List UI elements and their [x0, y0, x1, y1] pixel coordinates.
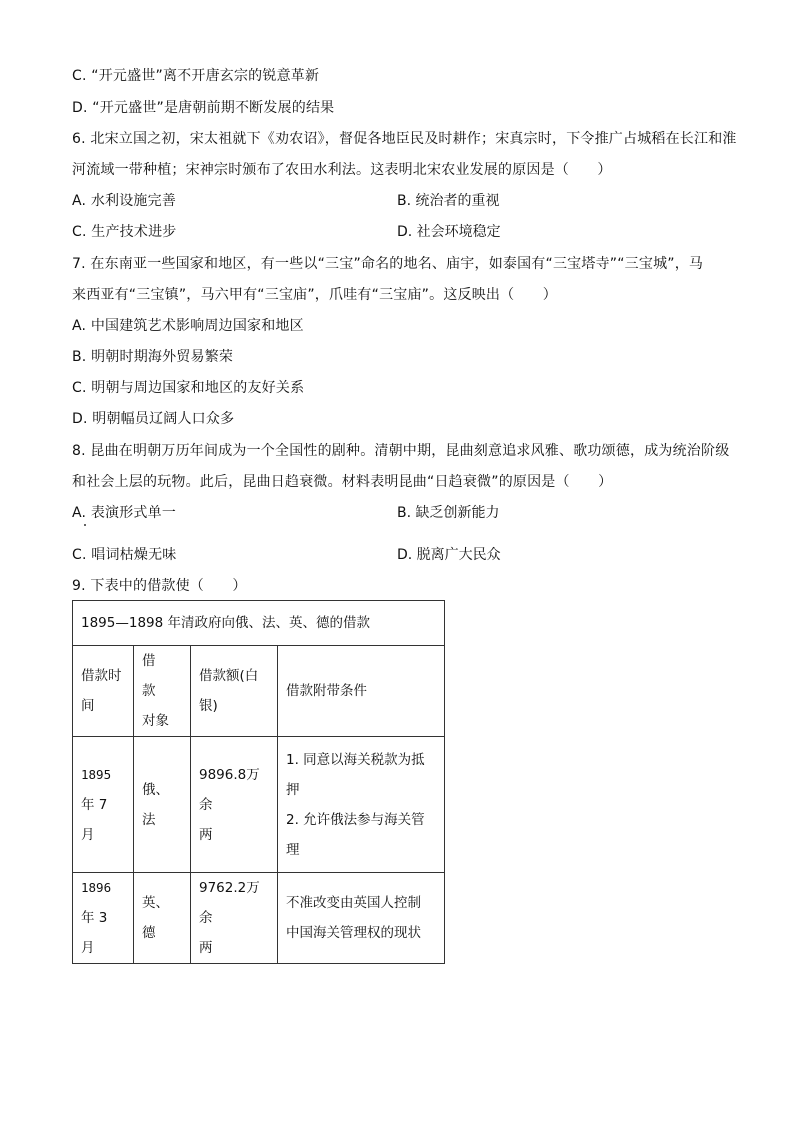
stray-dot [84, 524, 86, 526]
question-7-line-1: 7. 在东南亚一些国家和地区，有一些以“三宝”命名的地名、庙宇，如泰国有“三宝塔寺”“三宝城”，马 [72, 256, 704, 272]
option-c-q8: C. 唱词枯燥无味 [72, 547, 177, 563]
option-a-q7: A. 中国建筑艺术影响周边国家和地区 [72, 318, 304, 334]
question-8-line-2: 和社会上层的玩物。此后，昆曲日趋衰微。材料表明昆曲“日趋衰微”的原因是（ ） [72, 474, 613, 490]
row1-terms-line-4: 理 [286, 841, 300, 858]
row1-amount [191, 737, 278, 873]
question-7-line-2: 来西亚有“三宝镇”，马六甲有“三宝庙”，爪哇有“三宝庙”。这反映出（ ） [72, 287, 557, 303]
row1-time-line-1: 1895 [81, 766, 112, 782]
header-amount-line-2: 银) [199, 698, 218, 714]
option-b-q6: B. 统治者的重视 [397, 193, 500, 209]
row2-terms [278, 873, 445, 964]
option-a-q6: A. 水利设施完善 [72, 193, 177, 209]
row2-amount [191, 873, 278, 964]
header-party [134, 646, 191, 737]
question-9-stem: 9. 下表中的借款使（ ） [72, 578, 247, 594]
table-row [73, 873, 445, 964]
row2-amount-line-1: 9762.2万余 [199, 880, 260, 926]
header-amount-line-1: 借款额(白 [199, 668, 259, 684]
table-title: 1895—1898 年清政府向俄、法、英、德的借款 [73, 601, 445, 646]
option-a-q8: A. 表演形式单一 [72, 505, 177, 521]
row1-terms-line-2: 押 [286, 781, 300, 798]
option-d-q8: D. 脱离广大民众 [397, 547, 501, 563]
row2-time [73, 873, 134, 964]
loan-table [72, 600, 445, 964]
row1-time [73, 737, 134, 873]
header-party-line-1: 借 款 [142, 653, 169, 699]
table-header-row [73, 646, 445, 737]
row1-terms-line-3: 2. 允许俄法参与海关管 [286, 811, 425, 828]
option-b-q8: B. 缺乏创新能力 [397, 505, 500, 521]
row1-party: 俄、法 [134, 737, 191, 873]
option-d-q6: D. 社会环境稳定 [397, 224, 501, 240]
row1-amount-line-1: 9896.8万余 [199, 766, 260, 813]
option-d-q7: D. 明朝幅员辽阔人口众多 [72, 411, 235, 427]
row2-terms-line-1: 不准改变由英国人控制 [286, 895, 421, 911]
header-amount [191, 646, 278, 737]
header-time [73, 646, 134, 737]
row1-terms [278, 737, 445, 873]
option-b-q7: B. 明朝时期海外贸易繁荣 [72, 349, 234, 365]
row2-time-line-1: 1896 [81, 880, 112, 895]
row2-amount-line-2: 两 [199, 940, 213, 956]
header-party-line-2: 对象 [142, 713, 169, 729]
question-6-line-2: 河流域一带种植；宋神宗时颁布了农田水利法。这表明北宋农业发展的原因是（ ） [72, 162, 612, 178]
header-time-line-2: 间 [81, 698, 95, 714]
option-c-q6: C. 生产技术进步 [72, 224, 177, 240]
option-c-q5: C. “开元盛世”离不开唐玄宗的锐意革新 [72, 68, 320, 84]
row2-time-line-2: 年 3 月 [81, 910, 108, 956]
row1-time-line-2: 年 7 月 [81, 796, 108, 843]
row2-terms-line-2: 中国海关管理权的现状 [286, 925, 421, 941]
table-row [73, 737, 445, 873]
row1-amount-line-2: 两 [199, 826, 213, 843]
question-6-line-1: 6. 北宋立国之初，宋太祖就下《劝农诏》，督促各地臣民及时耕作；宋真宗时，下令推广占城稻在长江和淮 [72, 131, 737, 147]
row1-terms-line-1: 1. 同意以海关税款为抵 [286, 751, 425, 768]
table-title-row [73, 601, 445, 646]
header-terms: 借款附带条件 [278, 646, 445, 737]
header-time-line-1: 借款时 [81, 668, 122, 684]
question-8-line-1: 8. 昆曲在明朝万历年间成为一个全国性的剧种。清朝中期，昆曲刻意追求风雅、歌功颂德，成为统治阶级 [72, 443, 730, 459]
row2-party: 英、德 [134, 873, 191, 964]
option-d-q5: D. “开元盛世”是唐朝前期不断发展的结果 [72, 100, 335, 116]
option-c-q7: C. 明朝与周边国家和地区的友好关系 [72, 380, 305, 396]
